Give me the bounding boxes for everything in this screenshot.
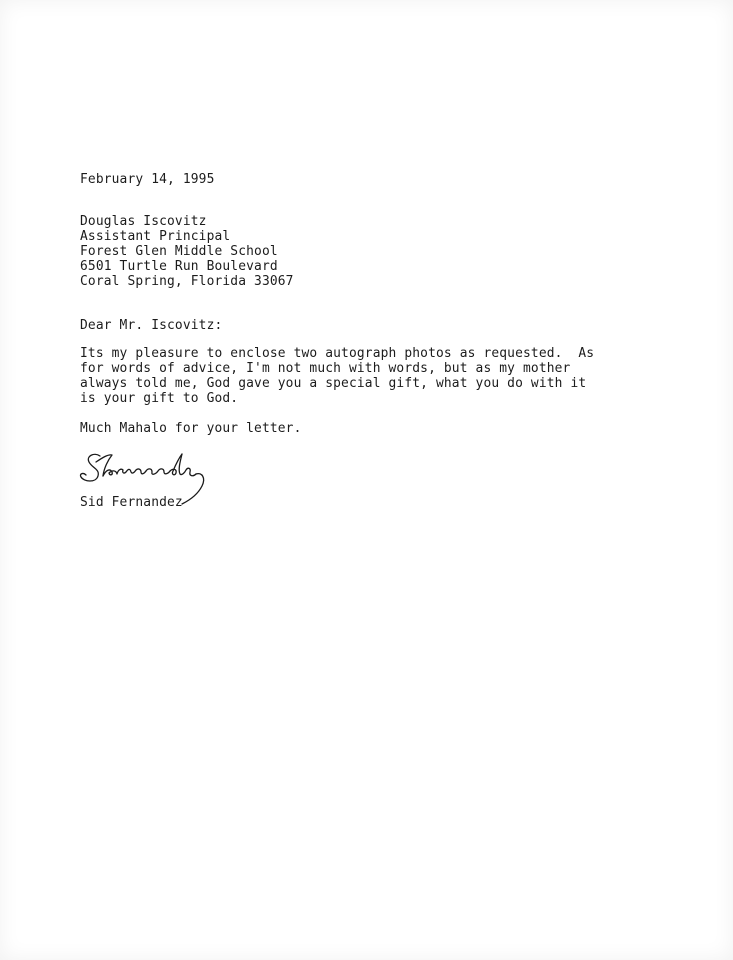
body-line: is your gift to God. — [80, 391, 239, 406]
closing-line: Much Mahalo for your letter. — [80, 421, 302, 436]
recipient-title: Assistant Principal — [80, 229, 231, 244]
body-line: always told me, God gave you a special gift, what you do with it — [80, 376, 587, 391]
recipient-school: Forest Glen Middle School — [80, 244, 278, 259]
recipient-street: 6501 Turtle Run Boulevard — [80, 259, 278, 274]
recipient-city-state-zip: Coral Spring, Florida 33067 — [80, 274, 294, 289]
recipient-address-block — [80, 214, 294, 289]
letter-date: February 14, 1995 — [80, 172, 215, 187]
salutation: Dear Mr. Iscovitz: — [80, 318, 223, 333]
letter-body — [80, 346, 594, 406]
recipient-name: Douglas Iscovitz — [80, 214, 207, 229]
body-line: Its my pleasure to enclose two autograph photos as requested. As — [80, 346, 595, 361]
signer-name: Sid Fernandez — [80, 495, 183, 510]
body-line: for words of advice, I'm not much with words, but as my mother — [80, 361, 571, 376]
